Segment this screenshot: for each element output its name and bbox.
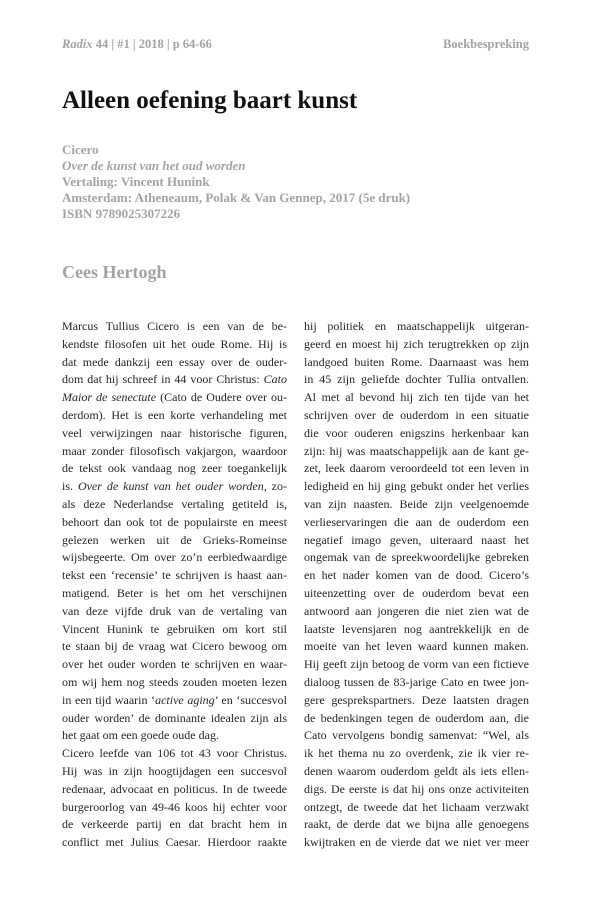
body-column-right <box>304 318 529 852</box>
text-line: ik het thema nu zo overdenk, zie ik vier re- <box>304 746 529 761</box>
text-line: gere gesprekspartners. Deze laatsten dragen <box>304 692 529 707</box>
text-line: ongemak van de spreekwoordelijke gebreken <box>304 550 529 565</box>
text-run: ’ en ‘succesvol <box>214 692 287 707</box>
text-line: als deze Nederlandse vertaling getiteld is, <box>62 496 287 511</box>
text-line: zet, leek daarom veroordeeld tot een leven in <box>304 461 529 476</box>
text-line: digs. De eerste is dat hij ons onze activiteiten <box>304 781 529 796</box>
text-line: landgoed buiten Rome. Daarnaast was hem <box>304 354 529 369</box>
text-line: ontzegt, de tweede dat het lichaam verzwakt <box>304 799 529 814</box>
text-line: om wij hem nog steeds zouden moeten lezen <box>62 674 287 689</box>
text-line: wijsbegeerte. Om over zo’n eerbiedwaardige <box>62 550 287 565</box>
text-line: ouder worden’ de dominante idealen zijn als <box>62 710 287 725</box>
text-line: denen waarom ouderdom geldt als iets ellen- <box>304 763 529 778</box>
text-line: en het nader komen van de dood. Cicero’s <box>304 568 529 583</box>
text-line: het gaat om een goede oude dag. <box>62 728 219 743</box>
book-title: Over de kunst van het oud worden <box>62 158 246 173</box>
text-line: dialoog tussen de 83-jarige Cato en twee jon- <box>304 674 529 689</box>
text-line: ledigheid en hij ging gebukt onder het verlies <box>304 479 529 494</box>
text-line: laatste levensjaren nog aantrekkelijk en de <box>304 621 529 636</box>
article-title: Alleen oefening baart kunst <box>62 87 358 114</box>
text-line: Hij was in zijn hoogtijdagen een succesvol <box>62 763 287 778</box>
journal-name: Radix <box>62 37 93 51</box>
text-line <box>62 389 287 407</box>
text-line: burgeroorlog van 49-46 koos hij echter voor <box>62 799 287 814</box>
text-line: die voor ouderen enigszins herkenbaar kan <box>304 425 529 440</box>
text-line: Al met al bevond hij zich ten tijde van het <box>304 390 529 405</box>
book-author: Cicero <box>62 142 99 157</box>
text-line: Cato vervolgens bondig samenvat: “Wel, als <box>304 728 529 743</box>
text-run: (Cato de Oudere over ou- <box>156 390 288 405</box>
journal-citation <box>62 36 212 52</box>
paragraph <box>304 318 529 852</box>
text-line: schrijven over de ouderdom in een situatie <box>304 407 529 422</box>
section-label: Boekbespreking <box>443 37 529 51</box>
text-line: de verkeerde partij en dat bracht hem in <box>62 817 287 832</box>
text-line: in 45 zijn geliefde dochter Tullia ontvallen. <box>304 372 529 387</box>
text-line: Cicero leefde van 106 tot 43 voor Christus. <box>62 746 287 761</box>
book-publisher: Amsterdam: Atheneaum, Polak & Van Gennep, 2017 (5e druk) <box>62 190 411 205</box>
text-line: negatief imago geven, uiteraard naast het <box>304 532 529 547</box>
issue-info: 44 | #1 | 2018 | p 64-66 <box>95 37 212 51</box>
page-header <box>62 36 529 52</box>
text-line: dat mede dankzij een essay over de ouder- <box>62 354 287 369</box>
text-line: de bedenkingen tegen de ouderdom aan, die <box>304 710 529 725</box>
text-line: Hij geeft zijn betoog de vorm van een fictieve <box>304 657 529 672</box>
italic-run: Cato <box>263 372 287 387</box>
text-line: conflict met Julius Caesar. Hierdoor raakte <box>62 835 287 850</box>
italic-run: active aging <box>155 692 215 707</box>
text-line: maar zonder filosofisch vakjargon, waardoor <box>62 443 287 458</box>
text-line: kwijtraken en de vierde dat we niet ver meer <box>304 835 529 850</box>
text-line <box>62 371 287 389</box>
text-run: is. <box>62 479 78 494</box>
text-line: raakt, de derde dat we bijna alle genoegens <box>304 817 529 832</box>
text-line: van deze vijfde druk van de vertaling van <box>62 603 287 618</box>
text-line: veel verwijzingen naar historische figuren, <box>62 425 287 440</box>
text-line: kendste filosofen uit het oude Rome. Hij is <box>62 336 287 351</box>
text-line <box>62 478 287 496</box>
book-info <box>62 142 532 222</box>
book-translator: Vertaling: Vincent Hunink <box>62 174 210 189</box>
reviewer-name: Cees Hertogh <box>62 262 167 282</box>
text-line: de tekst ook vandaag nog zeer toegankelijk <box>62 461 287 476</box>
text-line: behoort dan ook tot de populairste en meest <box>62 514 287 529</box>
text-line: moeite van het leven waard kunnen maken. <box>304 639 529 654</box>
text-line: redenaar, advocaat en politicus. In de tweede <box>62 781 287 796</box>
paragraph <box>62 318 287 745</box>
text-line: verlieservaringen die aan de ouderdom een <box>304 514 529 529</box>
text-line: antwoord aan jongeren die niet zien wat de <box>304 603 529 618</box>
text-run: zo- <box>266 479 287 494</box>
text-line: tekst een ‘recensie’ te schrijven is haast aan- <box>62 568 287 583</box>
text-line: te staan bij de vraag wat Cicero bewoog om <box>62 639 287 654</box>
text-line: matigend. Beter is het om het verschijnen <box>62 585 287 600</box>
text-line: hij politiek en maatschappelijk uitgeran- <box>304 319 529 333</box>
text-run: dom dat hij schreef in 44 voor Christus: <box>62 372 264 387</box>
text-line: Vincent Hunink te gebruiken om kort stil <box>62 621 287 636</box>
text-line: geerd en moest hij zich terugtrekken op zijn <box>304 336 529 351</box>
text-line: over het ouder worden te schrijven en waar- <box>62 657 287 672</box>
text-line: uiteenzetting over de ouderdom bevat een <box>304 585 529 600</box>
book-isbn: ISBN 9789025307226 <box>62 206 181 221</box>
text-line: van zijn naasten. Beide zijn veelgenoemde <box>304 496 529 511</box>
text-line <box>62 692 287 710</box>
text-run: in een tijd waarin ‘ <box>62 692 156 707</box>
body-column-left <box>62 318 287 852</box>
text-line: Marcus Tullius Cicero is een van de be- <box>62 319 287 333</box>
italic-run: Over de kunst van het ouder worden, <box>77 479 267 494</box>
italic-run: Maior de senectute <box>62 390 157 405</box>
paragraph <box>62 745 287 852</box>
text-line: zijn: hij was maatschappelijk aan de kant ge- <box>304 443 529 458</box>
text-line: gelezen werken uit de Grieks-Romeinse <box>62 532 287 547</box>
text-line: derdom). Het is een korte verhandeling met <box>62 407 287 422</box>
